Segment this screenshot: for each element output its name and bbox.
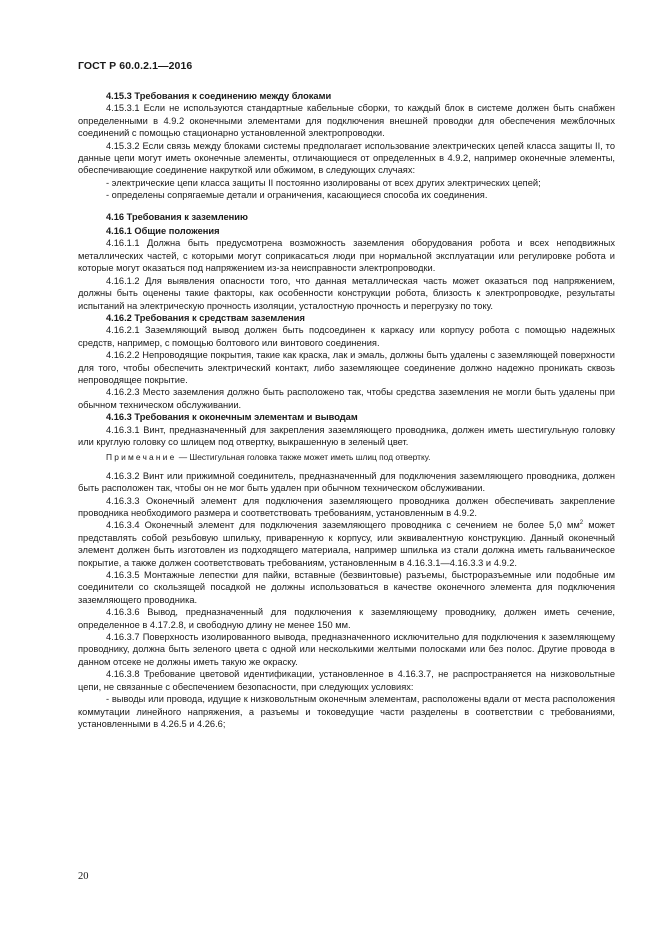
paragraph-4-16-2-3: 4.16.2.3 Место заземления должно быть расположено так, чтобы средства заземления не могли быть удалены при обычном техническом обслуживании. xyxy=(78,387,615,410)
paragraph-4-16-3-4-end: может представлять собой резьбовую шпильку, приваренную к корпусу, или эквивалентную конструкцию. Данный оконечный элемент должен быть изготовлен из подходящего материала, например шпилька из стали должна иметь гальваническое покрытие, а также должен соответствовать требованиям, установленным в 4.16.3.1—4.16.3.3 и 4.9.2. xyxy=(78,520,615,568)
paragraph-4-16-1-2: 4.16.1.2 Для выявления опасности того, что данная металлическая часть может оказаться под напряжением, должны быть оценены такие факторы, как особенности конструкции робота, близость к электропроводке, результаты испытаний на электрическую прочность изоляции, усталостную прочность и перегрузку по току. xyxy=(78,275,615,311)
paragraph-4-16-1-1: 4.16.1.1 Должна быть предусмотрена возможность заземления оборудования робота и всех неподвижных металлических частей, с которыми могут соприкасаться люди при нормальной эксплуатации или регулировке робота и которые могут оказаться под напряжением из-за неисправности электропроводки. xyxy=(78,238,615,274)
section-heading-4-16: 4.16 Требования к заземлению xyxy=(106,211,248,222)
paragraph-4-16-3-4-start: 4.16.3.4 Оконечный элемент для подключения заземляющего проводника с сечением не более 5,0 мм xyxy=(106,520,580,531)
paragraph-4-16-3-7: 4.16.3.7 Поверхность изолированного вывода, предназначенного исключительно для подключения к заземляющему проводнику, должна быть зеленого цвета с одной или несколькими желтыми полосками или без полос. Другие провода в данном отсеке не должны иметь такую же окраску. xyxy=(78,632,615,667)
page-number: 20 xyxy=(78,871,89,882)
document-header: ГОСТ Р 60.0.2.1—2016 xyxy=(78,60,193,72)
note xyxy=(78,451,615,463)
section-heading-4-16-1: 4.16.1 Общие положения xyxy=(106,226,220,237)
note-text: — Шестигульная головка также может иметь шлиц под отвертку. xyxy=(176,452,431,463)
note-label: Примечание xyxy=(106,452,177,463)
list-item: - определены сопрягаемые детали и ограничения, касающиеся способа их соединения. xyxy=(106,190,488,201)
paragraph-4-16-3-6: 4.16.3.6 Вывод, предназначенный для подключения к заземляющему проводнику, должен иметь сечение, определенное в 4.17.2.8, и свободную длину не менее 150 мм. xyxy=(78,607,615,630)
section-heading-4-16-3: 4.16.3 Требования к оконечным элементам и выводам xyxy=(106,412,358,423)
paragraph-4-16-3-4 xyxy=(78,519,615,569)
paragraph-4-16-3-8: 4.16.3.8 Требование цветовой идентификации, установленное в 4.16.3.7, не распространяется на низковольтные цепи, не связанные с обеспечением безопасности, при следующих условиях: xyxy=(78,669,615,692)
paragraph-4-15-3-2: 4.15.3.2 Если связь между блоками системы предполагает использование электрических цепей класса защиты II, то данные цепи могут иметь оконечные элементы, отличающиеся от определенных в 4.9.2, например оконечные элементы, обеспечивающие соединение накруткой или обжимом, в следующих случаях: xyxy=(78,140,615,176)
section-heading-4-15-3: 4.15.3 Требования к соединению между блоками xyxy=(106,91,332,101)
list-item: - выводы или провода, идущие к низковольтным оконечным элементам, расположены вдали от места расположения коммутации линейного напряжения, а разъемы и токоведущие части разделены в соответствии с требованиями, установленными в 4.26.5 и 4.26.6; xyxy=(78,694,615,729)
paragraph-4-16-3-3: 4.16.3.3 Оконечный элемент для подключения заземляющего проводника должен обеспечивать закрепление проводника необходимого размера и соответствовать требованиям, установленным в 4.9.2. xyxy=(78,495,615,518)
paragraph-4-16-3-2: 4.16.3.2 Винт или прижимной соединитель, предназначенный для подключения заземляющего проводника, должен быть расположен так, чтобы он не мог быть удален при обычном техническом обслуживании. xyxy=(78,470,615,494)
list-item: - электрические цепи класса защиты II постоянно изолированы от всех других электрических цепей; xyxy=(106,177,541,188)
section-heading-4-16-2: 4.16.2 Требования к средствам заземления xyxy=(106,312,305,323)
paragraph-4-16-2-2: 4.16.2.2 Непроводящие покрытия, такие как краска, лак и эмаль, должны быть удалены с заземляющей поверхности для того, чтобы обеспечить электрический контакт, либо заземляющее соединение должно надежно проникать сквозь непроводящее покрытие. xyxy=(78,350,615,385)
paragraph-4-15-3-1: 4.15.3.1 Если не используются стандартные кабельные сборки, то каждый блок в системе должен быть снабжен определенными в 4.9.2 оконечными элементами для подключения внешней проводки для обеспечения межблочных соединений с помощью стационарно установленной электропроводки. xyxy=(78,103,615,139)
paragraph-4-16-2-1: 4.16.2.1 Заземляющий вывод должен быть подсоединен к каркасу или корпусу робота с помощью надежных средств, например, с помощью болтового или винтового соединения. xyxy=(78,325,615,348)
superscript: 2 xyxy=(579,520,584,527)
document-body xyxy=(78,90,615,730)
paragraph-4-16-3-1: 4.16.3.1 Винт, предназначенный для закрепления заземляющего проводника, должен иметь шестигульную головку или круглую головку со шлицем под отвертку, выкрашенную в зеленый цвет. xyxy=(78,424,615,447)
paragraph-4-16-3-5: 4.16.3.5 Монтажные лепестки для пайки, вставные (безвинтовые) разъемы, быстроразъемные или подобные им соединители со скользящей посадкой не должны использоваться в качестве оконечного элемента для подключения заземляющего проводника. xyxy=(78,570,615,605)
